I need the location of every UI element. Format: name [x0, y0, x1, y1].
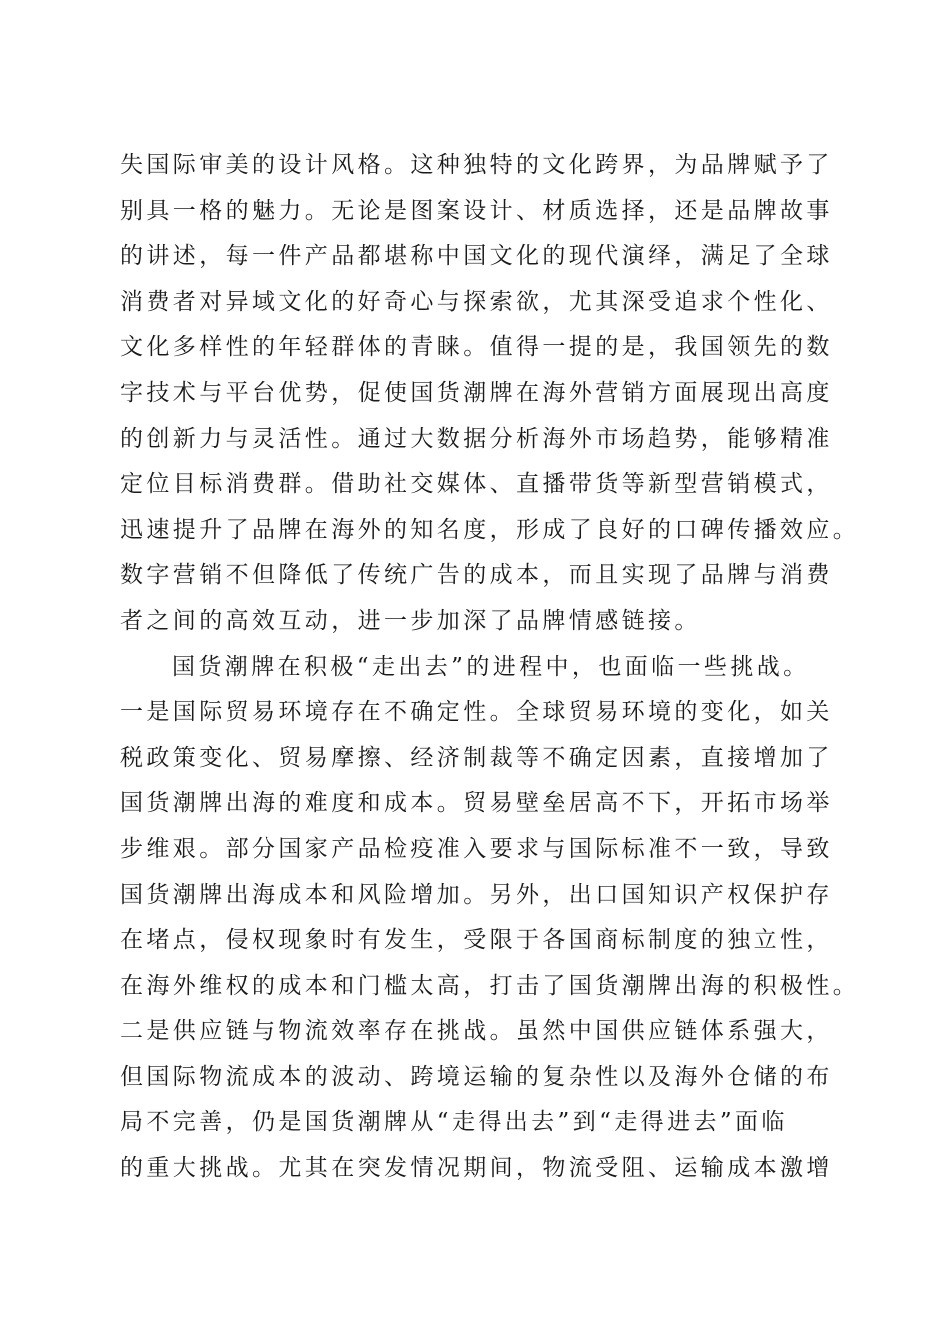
text-line: 的创新力与灵活性。通过大数据分析海外市场趋势，能够精准: [120, 425, 833, 452]
text-line: 步维艰。部分国家产品检疫准入要求与国际标准不一致，导致: [120, 835, 833, 862]
text-line: 字技术与平台优势，促使国货潮牌在海外营销方面展现出高度: [120, 379, 833, 406]
text-line: 税政策变化、贸易摩擦、经济制裁等不确定因素，直接增加了: [120, 744, 833, 771]
text-line: 一是国际贸易环境存在不确定性。全球贸易环境的变化，如关: [120, 699, 833, 726]
text-line: 定位目标消费群。借助社交媒体、直播带货等新型营销模式，: [120, 471, 833, 498]
text-line: 数字营销不但降低了传统广告的成本，而且实现了品牌与消费: [120, 562, 833, 589]
text-line: 局不完善，仍是国货潮牌从“走得出去”到“走得进去”面临: [120, 1109, 788, 1136]
text-line: 迅速提升了品牌在海外的知名度，形成了良好的口碑传播效应。: [120, 516, 860, 543]
text-line: 在海外维权的成本和门槛太高，打击了国货潮牌出海的积极性。: [120, 972, 860, 999]
text-line: 国货潮牌出海成本和风险增加。另外，出口国知识产权保护存: [120, 881, 833, 908]
body-text: [120, 143, 860, 1192]
text-line: 二是供应链与物流效率存在挑战。虽然中国供应链体系强大，: [120, 1018, 833, 1045]
paragraph-start-line: 国货潮牌在积极“走出去”的进程中，也面临一些挑战。: [172, 653, 810, 680]
text-line: 的重大挑战。尤其在突发情况期间，物流受阻、运输成本激增: [120, 1155, 833, 1182]
text-line: 在堵点，侵权现象时有发生，受限于各国商标制度的独立性，: [120, 927, 833, 954]
text-line: 消费者对异域文化的好奇心与探索欲，尤其深受追求个性化、: [120, 288, 833, 315]
text-line: 者之间的高效互动，进一步加深了品牌情感链接。: [120, 607, 701, 634]
text-line: 但国际物流成本的波动、跨境运输的复杂性以及海外仓储的布: [120, 1063, 833, 1090]
text-line: 失国际审美的设计风格。这种独特的文化跨界，为品牌赋予了: [120, 152, 833, 178]
text-line: 别具一格的魅力。无论是图案设计、材质选择，还是品牌故事: [120, 197, 833, 224]
text-line: 文化多样性的年轻群体的青睐。值得一提的是，我国领先的数: [120, 334, 833, 361]
text-line: 的讲述，每一件产品都堪称中国文化的现代演绎，满足了全球: [120, 243, 833, 270]
text-line: 国货潮牌出海的难度和成本。贸易壁垒居高不下，开拓市场举: [120, 790, 833, 817]
